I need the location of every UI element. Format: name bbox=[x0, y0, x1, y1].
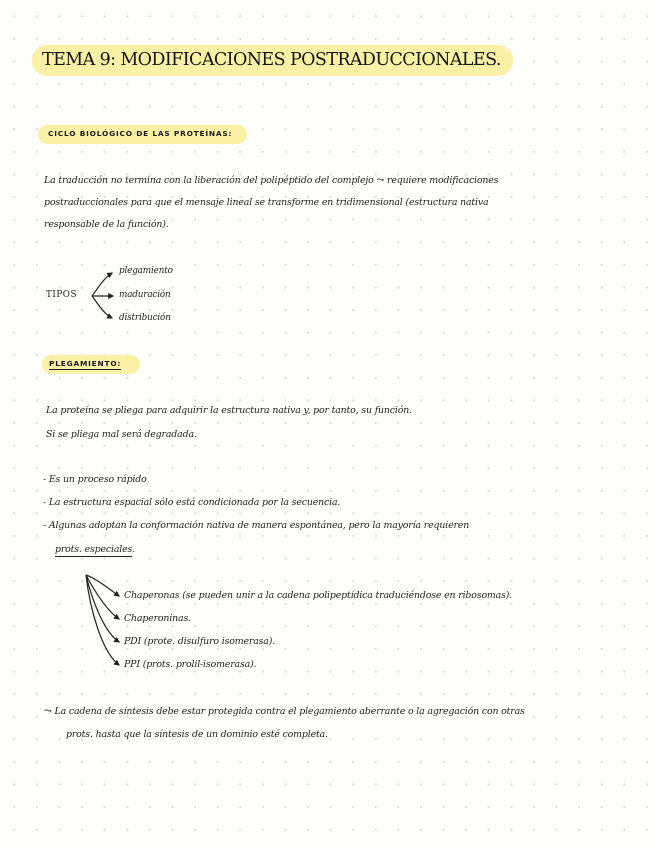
plegamiento-intro-line: La proteína se pliega para adquirir la estructura nativa y, por tanto, su función. bbox=[46, 405, 412, 416]
section-heading-ciclo: CICLO BIOLÓGICO DE LAS PROTEÍNAS: bbox=[48, 129, 233, 138]
ciclo-line-3: responsable de la función). bbox=[44, 219, 169, 230]
ciclo-line-1: La traducción no termina con la liberación del polipéptido del complejo ⤳ requiere modificaciones bbox=[44, 175, 499, 186]
bullet-item: - La estructura espacial sólo está condicionada por la secuencia. bbox=[43, 497, 341, 508]
ciclo-line-2: postraduccionales para que el mensaje lineal se transforme en tridimensional (estructura nativa bbox=[44, 197, 489, 208]
final-line: ⤳ La cadena de síntesis debe estar protegida contra el plegamiento aberrante o la agregación con otras bbox=[44, 706, 525, 717]
bullet-item: - Algunas adoptan la conformación nativa de manera espontánea, pero la mayoría requieren bbox=[43, 520, 470, 531]
prots-especiales-underlined: prots. especiales bbox=[55, 544, 133, 555]
tipos-branch-arrows bbox=[92, 273, 113, 318]
bullet-period: . bbox=[132, 544, 136, 555]
bullet-continuation bbox=[55, 544, 135, 555]
prot-item: Chaperonas (se pueden unir a la cadena polipeptídica traduciéndose en ribosomas). bbox=[124, 590, 513, 601]
page-title: TEMA 9: MODIFICACIONES POSTRADUCCIONALES. bbox=[32, 45, 513, 76]
prot-item: PPI (prots. prolil-isomerasa). bbox=[124, 659, 257, 670]
final-line: prots. hasta que la síntesis de un dominio esté completa. bbox=[66, 729, 328, 740]
tipos-label: TIPOS bbox=[46, 290, 77, 300]
prots-branch-arrows bbox=[86, 575, 119, 665]
plegamiento-intro-line: Si se pliega mal será degradada. bbox=[46, 429, 197, 440]
tipo-item: plegamiento bbox=[119, 266, 173, 276]
prot-item: PDI (prote. disulfuro isomerasa). bbox=[124, 636, 276, 647]
tipo-item: distribución bbox=[119, 313, 171, 323]
prot-item: Chaperoninas. bbox=[124, 613, 191, 624]
section-heading-plegamiento: PLEGAMIENTO: bbox=[49, 359, 122, 368]
tipo-item: maduración bbox=[119, 290, 171, 300]
bullet-item: - Es un proceso rápido bbox=[43, 474, 147, 485]
